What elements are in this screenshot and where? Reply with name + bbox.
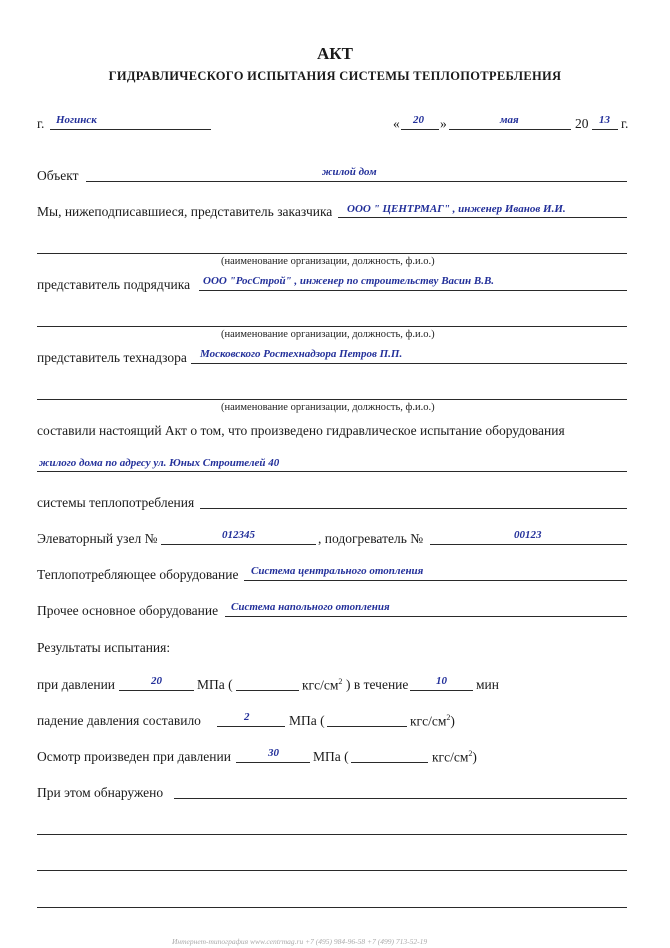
elevator-field-line[interactable] [161, 544, 316, 545]
drop-mpa: МПа ( [289, 713, 325, 728]
statement-field-line[interactable] [37, 471, 627, 472]
object-value: жилой дом [322, 166, 377, 178]
heat-equipment-value: Система центрального отопления [251, 565, 424, 577]
inspection-kgf-field-line[interactable] [351, 762, 428, 763]
drop-value: 2 [244, 711, 250, 723]
drop-field-line[interactable] [217, 726, 285, 727]
year-prefix: 20 [575, 116, 589, 131]
other-equipment-value: Система напольного отопления [231, 601, 390, 613]
pressure-value: 20 [151, 675, 162, 687]
date-quote-open: « [393, 116, 400, 131]
elevator-value: 012345 [222, 529, 255, 541]
object-field-line[interactable] [86, 181, 627, 182]
document-subtitle: ГИДРАВЛИЧЕСКОГО ИСПЫТАНИЯ СИСТЕМЫ ТЕПЛОПОТРЕБЛЕНИЯ [108, 69, 562, 83]
results-label: Результаты испытания: [37, 640, 171, 655]
city-prefix: г. [37, 116, 45, 131]
year-value: 13 [599, 114, 610, 126]
inspection-value: 30 [268, 747, 279, 759]
heat-equipment-label: Теплопотребляющее оборудование [37, 567, 239, 582]
found-field-line[interactable] [174, 798, 627, 799]
contractor-field-line[interactable] [199, 290, 627, 291]
inspection-prefix: Осмотр произведен при давлении [37, 749, 231, 764]
pressure-mpa: МПа ( [197, 677, 233, 692]
minutes-field-line[interactable] [410, 690, 473, 691]
system-field-line[interactable] [200, 508, 627, 509]
heater-value: 00123 [514, 529, 542, 541]
contractor-field-line-2[interactable] [37, 326, 627, 327]
other-equipment-label: Прочее основное оборудование [37, 603, 219, 618]
customer-value: ООО " ЦЕНТРМАГ" , инженер Иванов И.И. [347, 203, 566, 215]
customer-label: Мы, нижеподписавшиеся, представитель заказчика [37, 204, 333, 219]
contractor-caption: (наименование организации, должность, ф.и.о.) [221, 329, 435, 340]
heater-label: , подогреватель № [318, 531, 424, 546]
pressure-prefix: при давлении [37, 677, 116, 692]
object-label: Объект [37, 168, 79, 183]
statement-value: жилого дома по адресу ул. Юных Строителей 40 [39, 457, 280, 469]
found-label: При этом обнаружено [37, 785, 164, 800]
heater-field-line[interactable] [430, 544, 627, 545]
day-field-line[interactable] [401, 129, 439, 130]
customer-caption: (наименование организации, должность, ф.и.о.) [221, 256, 435, 267]
city-field-line[interactable] [50, 129, 211, 130]
month-value: мая [500, 114, 519, 126]
pressure-during: ) в течение [346, 677, 409, 692]
other-equipment-field-line[interactable] [225, 616, 627, 617]
elevator-label: Элеваторный узел № [37, 531, 158, 546]
minutes-value: 10 [436, 675, 447, 687]
supervision-caption: (наименование организации, должность, ф.и.о.) [221, 402, 435, 413]
customer-field-line-2[interactable] [37, 253, 627, 254]
found-field-line-3[interactable] [37, 870, 627, 871]
year-suffix: г. [621, 116, 629, 131]
contractor-label: представитель подрядчика [37, 277, 191, 292]
drop-kgf: кгс/$см^2$) [410, 713, 455, 729]
date-quote-close: » [440, 116, 447, 131]
supervision-field-line[interactable] [191, 363, 627, 364]
drop-prefix: падение давления составило [37, 713, 201, 728]
pressure-field-line[interactable] [119, 690, 194, 691]
minutes-unit: мин [476, 677, 499, 692]
inspection-kgf: кгс/$см^2$) [432, 749, 477, 765]
footer-printer-info: Интернет-типография www.centrmag.ru +7 (495) 984-96-58 +7 (499) 713-52-19 [172, 937, 428, 946]
found-field-line-2[interactable] [37, 834, 627, 835]
found-field-line-4[interactable] [37, 907, 627, 908]
inspection-mpa: МПа ( [313, 749, 349, 764]
system-label: системы теплопотребления [37, 495, 195, 510]
pressure-kgf: кгс/$см^2$ [302, 677, 343, 693]
inspection-field-line[interactable] [236, 762, 310, 763]
document-title: АКТ [317, 44, 353, 63]
supervision-label: представитель технадзора [37, 350, 187, 365]
drop-kgf-field-line[interactable] [327, 726, 407, 727]
pressure-kgf-field-line[interactable] [236, 690, 299, 691]
day-value: 20 [413, 114, 424, 126]
month-field-line[interactable] [449, 129, 571, 130]
supervision-field-line-2[interactable] [37, 399, 627, 400]
contractor-value: ООО "РосСтрой" , инженер по строительству Васин В.В. [203, 275, 495, 287]
customer-field-line[interactable] [338, 217, 627, 218]
supervision-value: Московского Ростехнадзора Петров П.П. [200, 348, 403, 360]
heat-equipment-field-line[interactable] [244, 580, 627, 581]
city-value: Ногинск [56, 114, 97, 126]
year-field-line[interactable] [592, 129, 618, 130]
statement-text: составили настоящий Акт о том, что произведено гидравлическое испытание оборудования [37, 423, 565, 438]
